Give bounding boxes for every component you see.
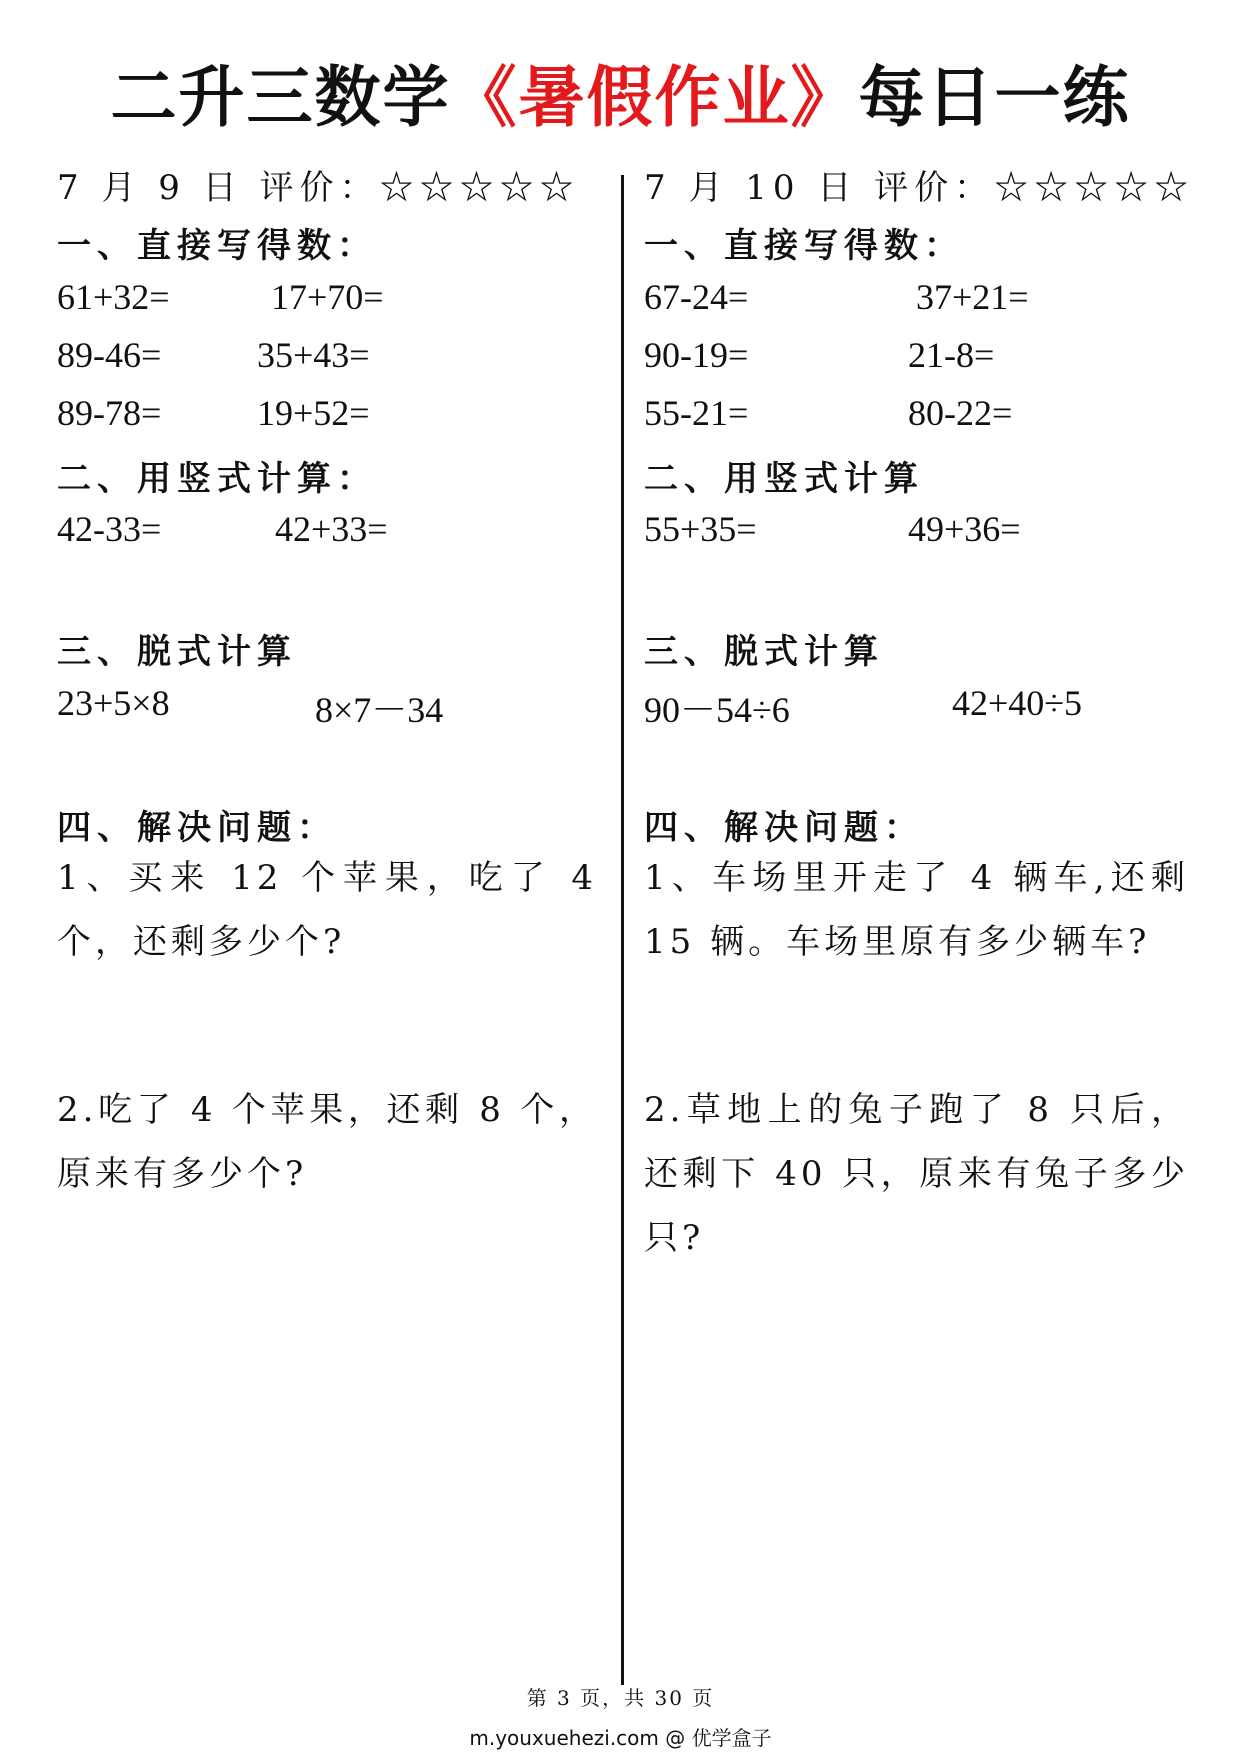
title-tail: 每日一练	[858, 59, 1131, 136]
word-problem: 1、买来 12 个苹果，吃了 4 个，还剩多少个?	[57, 858, 597, 962]
vertical-problem: 49+36=	[908, 509, 1021, 549]
direct-problem: 89-46=	[57, 335, 162, 375]
section-direct-heading: 一、直接写得数：	[644, 226, 964, 266]
direct-problem: 35+43=	[257, 335, 370, 375]
page-number: 第 3 页，共 30 页	[526, 1686, 715, 1710]
word-problem: 2.吃了 4 个苹果，还剩 8 个，原来有多少个?	[57, 1090, 597, 1194]
section-stepwise-heading: 三、脱式计算	[644, 632, 884, 672]
date-rating-line: 7 月 10 日 评价：☆☆☆☆☆	[644, 168, 1195, 208]
direct-problem: 89-78=	[57, 393, 162, 433]
page-title	[0, 58, 1241, 138]
direct-problem: 19+52=	[257, 393, 370, 433]
section-vertical-heading: 二、用竖式计算	[644, 459, 924, 499]
site-watermark: m.youxuehezi.com @ 优学盒子	[469, 1726, 772, 1750]
vertical-problem: 55+35=	[644, 509, 757, 549]
section-stepwise-heading: 三、脱式计算	[57, 632, 297, 672]
word-problem: 1、车场里开走了 4 辆车,还剩 15 辆。车场里原有多少辆车?	[644, 858, 1189, 962]
stepwise-problem: 90－54÷6	[644, 690, 790, 730]
title-highlight: 《暑假作业》	[450, 59, 859, 136]
direct-problem: 55-21=	[644, 393, 749, 433]
section-problems-heading: 四、解决问题：	[644, 808, 924, 848]
title-main: 二升三数学	[110, 59, 451, 136]
section-direct-heading: 一、直接写得数：	[57, 226, 377, 266]
word-problem: 2.草地上的兔子跑了 8 只后，还剩下 40 只，原来有兔子多少只?	[644, 1090, 1189, 1258]
direct-problem: 37+21=	[916, 277, 1029, 317]
stepwise-problem: 8×7－34	[315, 690, 444, 730]
stepwise-problem: 23+5×8	[57, 683, 170, 723]
direct-problem: 17+70=	[271, 277, 384, 317]
vertical-problem: 42-33=	[57, 509, 162, 549]
column-divider	[621, 175, 624, 1685]
direct-problem: 80-22=	[908, 393, 1013, 433]
date-rating-line: 7 月 9 日 评价：☆☆☆☆☆	[57, 168, 580, 208]
stepwise-problem: 42+40÷5	[952, 683, 1083, 723]
direct-problem: 90-19=	[644, 335, 749, 375]
direct-problem: 61+32=	[57, 277, 170, 317]
direct-problem: 67-24=	[644, 277, 749, 317]
direct-problem: 21-8=	[908, 335, 995, 375]
vertical-problem: 42+33=	[275, 509, 388, 549]
section-vertical-heading: 二、用竖式计算：	[57, 459, 377, 499]
section-problems-heading: 四、解决问题：	[57, 808, 337, 848]
